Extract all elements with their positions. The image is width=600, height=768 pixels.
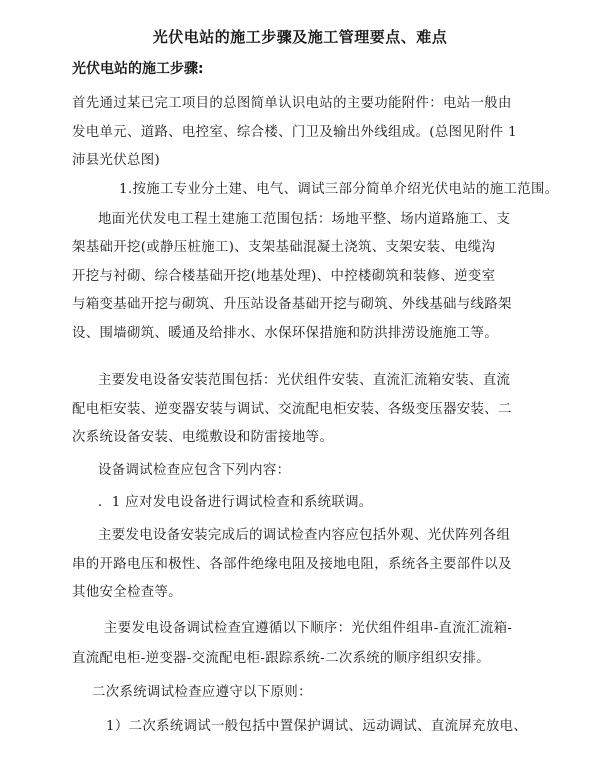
paragraph-line: 1.按施工专业分土建、电气、调试三部分简单介绍光伏电站的施工范围。 (119, 182, 559, 197)
paragraph-line: 1）二次系统调试一般包括中置保护调试、远动调试、直流屏充放电、 (106, 719, 528, 734)
paragraph-line: 主要发电设备安装范围包括：光伏组件安装、直流汇流箱安装、直流 (98, 373, 511, 388)
paragraph-line: 串的开路电压和极性、各部件绝缘电阻及接地电阻，系统各主要部件以及 (72, 557, 512, 572)
paragraph-line: 主要发电设备调试检查宜遵循以下顺序：光伏组件组串-直流汇流箱- (104, 621, 513, 636)
section-heading: 光伏电站的施工步骤: (72, 61, 204, 77)
paragraph-line: 与箱变基础开挖与砌筑、升压站设备基础开挖与砌筑、外线基础与线路架 (72, 297, 512, 312)
paragraph-line: 沛县光伏总图) (72, 153, 161, 168)
document-title: 光伏电站的施工步骤及施工管理要点、难点 (152, 28, 448, 46)
paragraph-line: 架基础开挖(或静压桩施工)、支架基础混凝土浇筑、支架安装、电缆沟 (72, 240, 496, 255)
paragraph-line: 地面光伏发电工程土建施工范围包括：场地平整、场内道路施工、支 (98, 212, 511, 227)
paragraph-line: 首先通过某已完工项目的总图简单认识电站的主要功能附件：电站一般由 (72, 96, 512, 111)
paragraph-line: 配电柜安装、逆变器安装与调试、交流配电柜安装、各级变压器安装、二 (72, 402, 512, 417)
paragraph-line: 设备调试检查应包含下列内容： (98, 463, 291, 478)
paragraph-line: 其他安全检查等。 (72, 585, 182, 600)
paragraph-line: ．1 应对发电设备进行调试检查和系统联调。 (98, 495, 373, 510)
paragraph-line: 直流配电柜-逆变器-交流配电柜-跟踪系统-二次系统的顺序组织安排。 (72, 651, 490, 666)
paragraph-line: 发电单元、道路、电控室、综合楼、门卫及输出外线组成。(总图见附件 1 (72, 125, 518, 140)
paragraph-line: 开挖与衬砌、综合楼基础开挖(地基处理)、中控楼砌筑和装修、逆变室 (72, 269, 496, 284)
paragraph-line: 主要发电设备安装完成后的调试检查内容应包括外观、光伏阵列各组 (98, 528, 511, 543)
paragraph-line: 设、围墙砌筑、暖通及给排水、水保环保措施和防洪排涝设施施工等。 (72, 326, 498, 341)
paragraph-line: 次系统设备安装、电缆敷设和防雷接地等。 (72, 430, 334, 445)
paragraph-line: 二次系统调试检查应遵守以下原则： (92, 685, 312, 700)
